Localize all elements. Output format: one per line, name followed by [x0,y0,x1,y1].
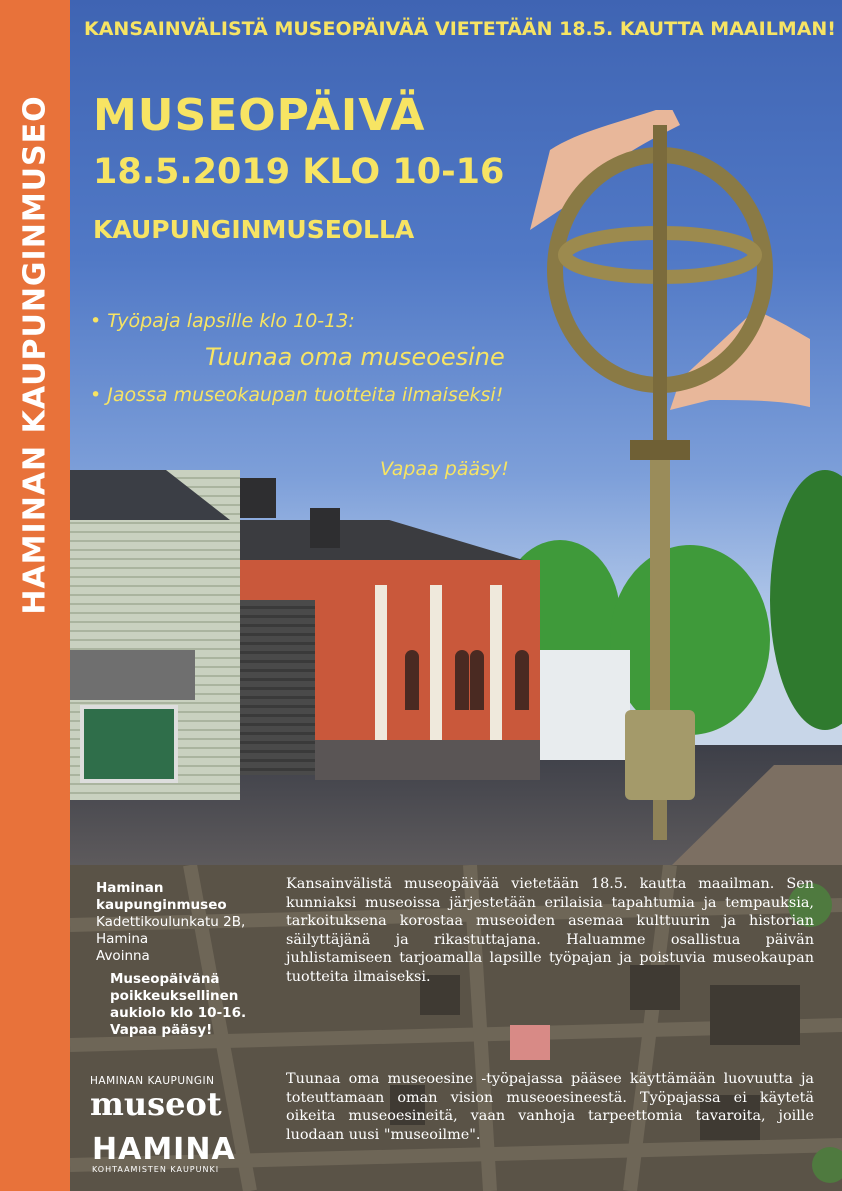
banner-text: KANSAINVÄLISTÄ MUSEOPÄIVÄÄ VIETETÄÄN 18.5. KAUTTA MAAILMAN! [84,18,836,40]
hours-line2: poikkeuksellinen [110,988,239,1004]
sidebar-title: HAMINAN KAUPUNGINMUSEO [17,95,53,615]
museot-logo-big: museot [90,1085,222,1123]
poster-headline-area [70,0,842,865]
sidebar [0,0,70,1191]
body-paragraph-2: Tuunaa oma museoesine -työpajassa pääsee käyttämään luovuutta ja toteuttamaan oman vision museoesineestä. Työpajassa ei käytetä oikeita museoesineitä, vaan vanhoja tarpeettomia tavaroita, joille luodaan uusi "museoilme". [286,1071,814,1143]
event-venue: KAUPUNGINMUSEOLLA [93,215,415,244]
event-date: 18.5.2019 KLO 10-16 [93,152,505,192]
hamina-logo-small: KOHTAAMISTEN KAUPUNKI [92,1165,220,1174]
open-label: Avoinna [96,948,150,964]
hours-line1: Museopäivänä [110,971,220,987]
workshop-bullet: • Työpaja lapsille klo 10-13: [90,310,355,332]
event-title: MUSEOPÄIVÄ [93,90,426,141]
address-line1: Kadettikoulunkatu 2B, [96,914,246,930]
free-entry-text: Vapaa pääsy! [380,458,509,480]
museum-name-line2: kaupunginmuseo [96,897,227,913]
museot-logo-small: HAMINAN KAUPUNGIN [90,1075,215,1087]
museum-contact-info [96,880,286,1039]
info-section [70,865,842,1191]
hamina-logo-big: HAMINA [92,1132,236,1167]
body-paragraph-1: Kansainvälistä museopäivää vietetään 18.5. kautta maailman. Sen kunniaksi museoissa järjestetään erilaisia tapahtumia ja tempauksia, tarkoituksena korostaa museoiden asemaa kulttuurin ja historian säilyttäjänä ja rikastuttajana. Haluamme osallistua päivän juhlistamiseen tarjoamalla lapsille työpajan ja poistuvia museokaupan tuotteita ilmaiseksi. [286,876,814,985]
museot-logo [90,1075,280,1121]
museum-name-line1: Haminan [96,880,164,896]
shop-items-bullet: • Jaossa museokaupan tuotteita ilmaiseksi! [90,384,504,406]
hamina-logo [92,1132,236,1174]
hours-line3: aukiolo klo 10-16. [110,1005,247,1021]
opening-hours [96,971,286,1039]
workshop-title: Tuunaa oma museoesine [205,343,505,371]
hours-line4: Vapaa pääsy! [110,1022,213,1038]
address-line2: Hamina [96,931,149,947]
